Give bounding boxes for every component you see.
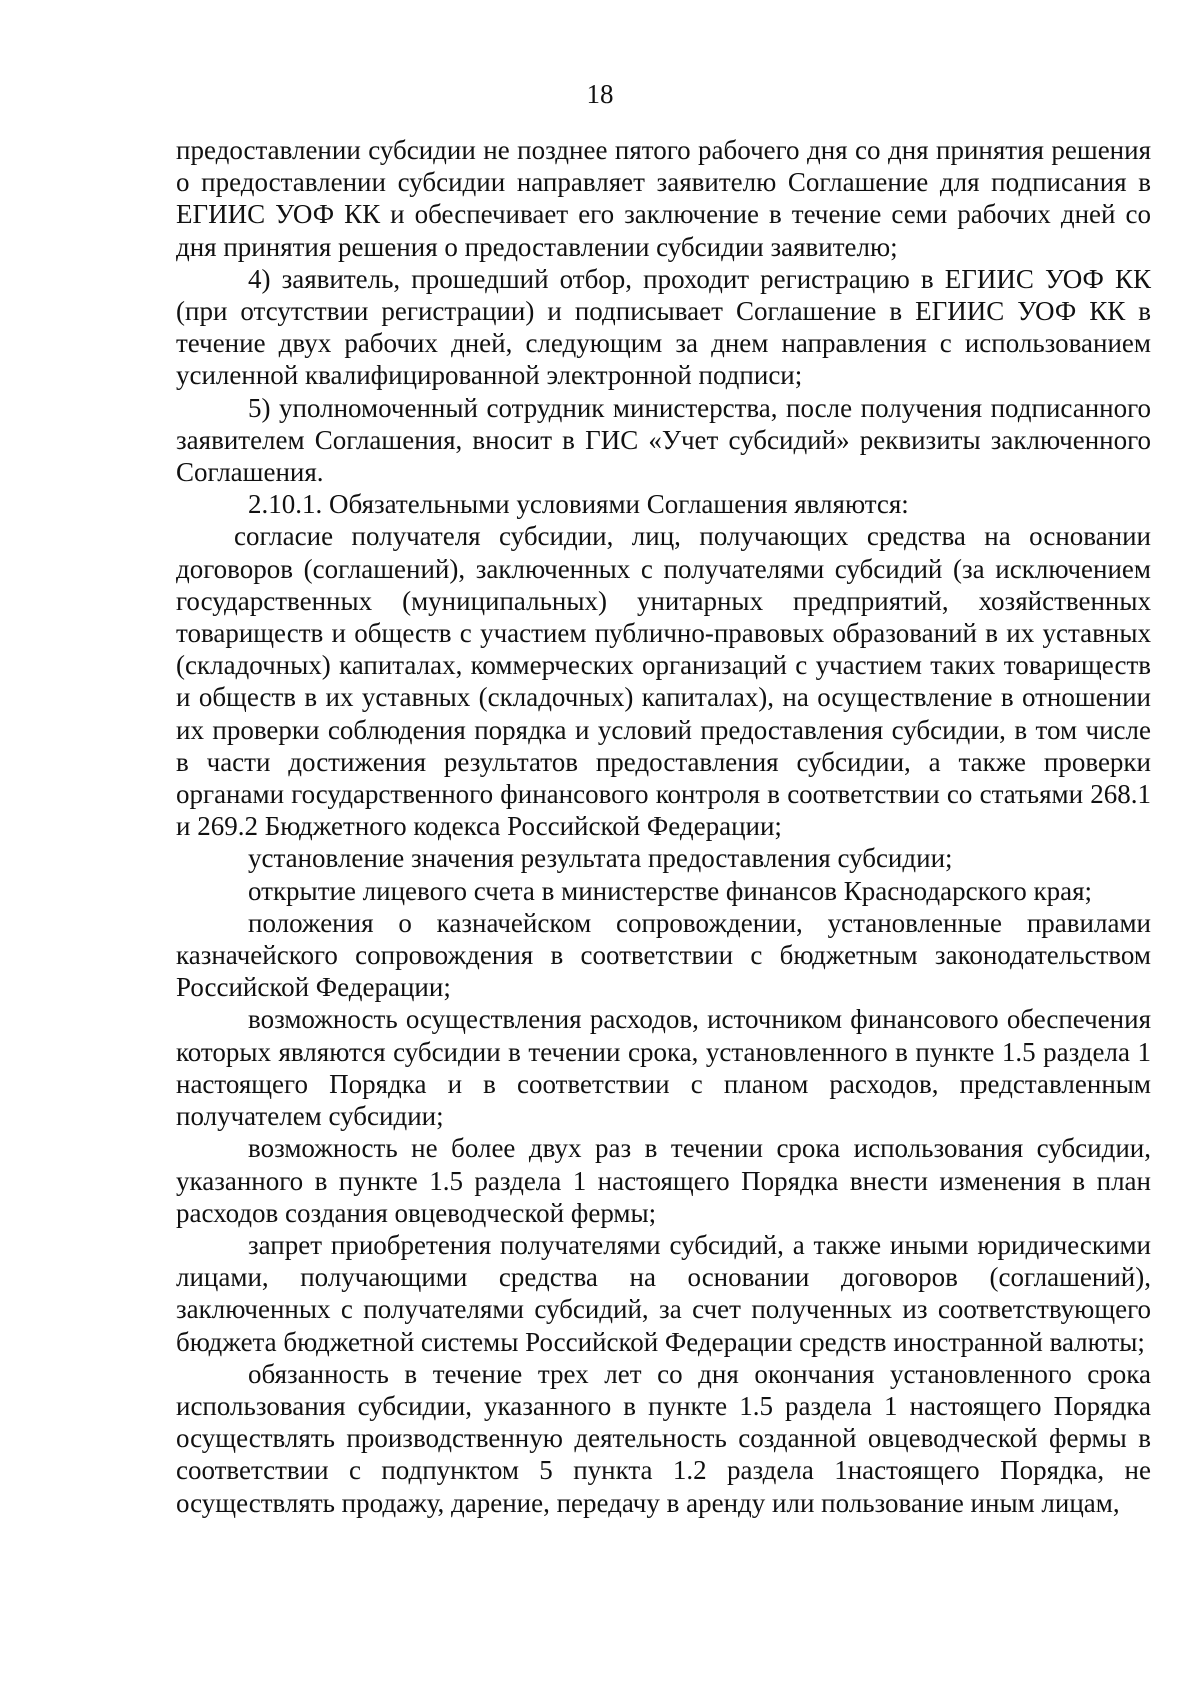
document-body [176, 134, 1151, 1519]
paragraph-currency-ban-condition: запрет приобретения получателями субсидий, а также иными юридическими лицами, получающими средства на основании договоров (соглашений), заключенных с получателями субсидий, за счет полученных из соответствующего бюджета бюджетной системы Российской Федерации средств иностранной валюты; [176, 1229, 1151, 1357]
paragraph-item-5: 5) уполномоченный сотрудник министерства, после получения подписанного заявителем Соглашения, вносит в ГИС «Учет субсидий» реквизиты заключенного Соглашения. [176, 392, 1151, 488]
paragraph-section-2-10-1: 2.10.1. Обязательными условиями Соглашения являются: [248, 489, 909, 520]
page-number: 18 [586, 79, 614, 109]
paragraph-account-condition: открытие лицевого счета в министерстве финансов Краснодарского края; [248, 875, 1093, 906]
paragraph-expenses-condition: возможность осуществления расходов, источником финансового обеспечения которых являются субсидии в течении срока, установленного в пункте 1.5 раздела 1 настоящего Порядка и в соответствии с планом расходов, представленным получателем субсидии; [176, 1004, 1151, 1132]
paragraph-result-value-condition: установление значения результата предоставления субсидии; [248, 843, 953, 874]
paragraph-obligation-condition: обязанность в течение трех лет со дня окончания установленного срока использования субсидии, указанного в пункте 1.5 раздела 1 настоящего Порядка осуществлять производственную деятельность созданной овцеводческой фермы в соответствии с подпунктом 5 пункта 1.2 раздела 1настоящего Порядка, не осуществлять продажу, дарение, передачу в аренду или пользование иным лицам, [176, 1358, 1151, 1518]
paragraph-consent-condition: согласие получателя субсидии, лиц, получающих средства на основании договоров (соглашений), заключенных с получателями субсидий (за исключением государственных (муниципальных) унитарных предприятий, хозяйственных товариществ и обществ с участием публично-правовых образований в их уставных (складочных) капиталах, коммерческих организаций с участием таких товариществ и обществ в их уставных (складочных) капиталах), на осуществление в отношении их проверки соблюдения порядка и условий предоставления субсидии, в том числе в части достижения результатов предоставления субсидии, а также проверки органами государственного финансового контроля в соответствии со статьями 268.1 и 269.2 Бюджетного кодекса Российской Федерации; [176, 521, 1151, 842]
paragraph-continuation: предоставлении субсидии не позднее пятого рабочего дня со дня принятия решения о предоставлении субсидии направляет заявителю Соглашение для подписания в ЕГИИС УОФ КК и обеспечивает его заключение в течение семи рабочих дней со дня принятия решения о предоставлении субсидии заявителю; [176, 135, 1151, 262]
paragraph-plan-change-condition: возможность не более двух раз в течении срока использования субсидии, указанного в пункте 1.5 раздела 1 настоящего Порядка внести изменения в план расходов создания овцеводческой фермы; [176, 1133, 1151, 1228]
paragraph-item-4: 4) заявитель, прошедший отбор, проходит регистрацию в ЕГИИС УОФ КК (при отсутствии регистрации) и подписывает Соглашение в ЕГИИС УОФ КК в течение двух рабочих дней, следующим за днем направления с использованием усиленной квалифицированной электронной подписи; [176, 263, 1151, 391]
paragraph-treasury-condition: положения о казначейском сопровождении, установленные правилами казначейского сопровождения в соответствии с бюджетным законодательством Российской Федерации; [176, 907, 1151, 1003]
